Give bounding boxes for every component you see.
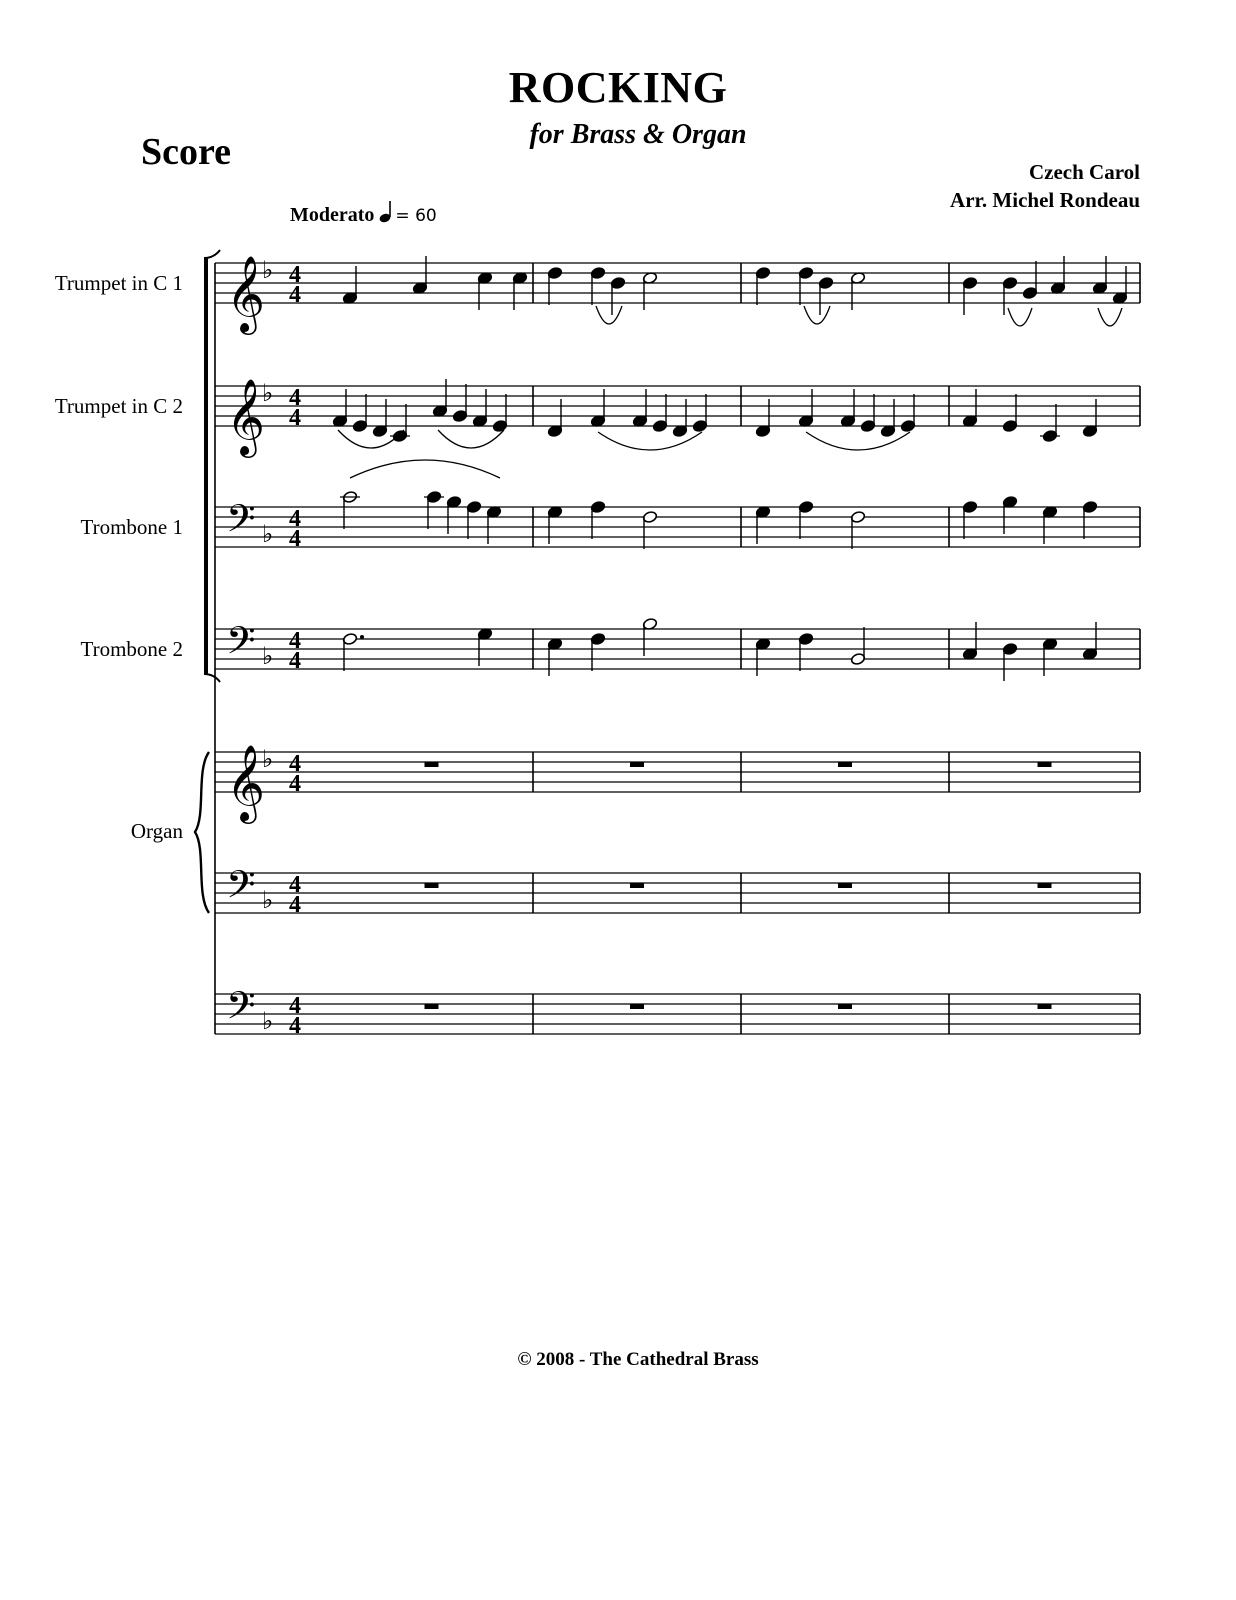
- note: [850, 627, 865, 666]
- note: [332, 389, 347, 428]
- whole-rest: [838, 1004, 852, 1009]
- note: [642, 271, 657, 310]
- flat-key-signature-icon: ♭: [262, 520, 274, 548]
- slur: [1008, 308, 1032, 326]
- whole-rest: [1038, 762, 1052, 767]
- staves: [195, 250, 1140, 1039]
- notes: [332, 256, 1127, 1009]
- slur: [350, 460, 500, 478]
- time-signature-numerator: 4: [289, 262, 301, 288]
- whole-rest: [630, 883, 644, 888]
- note: [900, 394, 915, 433]
- time-signature-numerator: 4: [289, 751, 301, 777]
- whole-rest: [425, 1004, 439, 1009]
- bracket-bottom-hook: [204, 674, 220, 682]
- note: [590, 389, 605, 428]
- organ-brace: [195, 752, 209, 913]
- note: [1002, 394, 1017, 433]
- whole-rest: [1038, 883, 1052, 888]
- note: [352, 394, 367, 433]
- note: [755, 637, 770, 676]
- note: [1082, 399, 1097, 438]
- instrument-label-trumpet-1: Trumpet in C 1: [54, 271, 183, 295]
- arranger-credit: Arr. Michel Rondeau: [950, 188, 1140, 212]
- flat-key-signature-icon: ♭: [262, 379, 274, 407]
- slur: [598, 432, 702, 450]
- note: [818, 276, 833, 315]
- note: [962, 276, 977, 315]
- note: [1082, 500, 1097, 539]
- time-signature-numerator: 4: [289, 993, 301, 1019]
- note: [632, 389, 647, 428]
- slur: [804, 306, 830, 324]
- note: [1042, 505, 1057, 544]
- treble-clef-icon: 𝄞: [226, 378, 266, 455]
- instrument-label-trumpet-2: Trumpet in C 2: [54, 394, 183, 418]
- note: [446, 495, 461, 534]
- note: [372, 399, 387, 438]
- note: [472, 389, 487, 428]
- time-signature-denominator: 4: [289, 648, 301, 674]
- note: [1042, 637, 1057, 676]
- staff-trombone-2: [215, 618, 1140, 674]
- note: [610, 276, 625, 315]
- slur: [1098, 308, 1122, 326]
- time-signature-denominator: 4: [289, 1013, 301, 1039]
- note: [412, 256, 427, 295]
- whole-rest: [630, 762, 644, 767]
- note: [590, 500, 605, 539]
- note: [798, 266, 813, 305]
- instrument-label-trombone-1: Trombone 1: [80, 515, 183, 539]
- time-signature-numerator: 4: [289, 872, 301, 898]
- note: [590, 632, 605, 671]
- flat-key-signature-icon: ♭: [262, 1007, 274, 1035]
- note: [1092, 256, 1107, 295]
- whole-rest: [630, 1004, 644, 1009]
- time-signature-numerator: 4: [289, 506, 301, 532]
- note: [466, 500, 481, 539]
- note: [962, 389, 977, 428]
- note: [1082, 622, 1097, 661]
- note: [1050, 256, 1065, 295]
- note: [1040, 404, 1060, 443]
- note: [590, 266, 605, 305]
- note: [547, 266, 562, 305]
- time-signature-denominator: 4: [289, 282, 301, 308]
- note: [755, 399, 770, 438]
- note: [755, 266, 770, 305]
- note: [477, 271, 492, 310]
- staff-organ-manual-1: [215, 744, 1140, 824]
- note: [547, 505, 562, 544]
- bracket-top-hook: [204, 250, 220, 258]
- note: [798, 632, 813, 671]
- instrument-label-trombone-2: Trombone 2: [80, 637, 183, 661]
- note: [642, 510, 657, 549]
- bass-clef-icon: 𝄢: [226, 618, 256, 672]
- note: [547, 637, 562, 676]
- treble-clef-icon: 𝄞: [226, 255, 266, 332]
- note: [424, 490, 444, 529]
- note: [755, 505, 770, 544]
- note: [880, 399, 895, 438]
- staff-organ-manual-2: [215, 862, 1140, 918]
- treble-clef-icon: 𝄞: [226, 744, 266, 821]
- composer-credit: Czech Carol: [1029, 160, 1140, 184]
- note: [452, 384, 467, 423]
- note: [850, 510, 865, 549]
- copyright-notice: © 2008 - The Cathedral Brass: [517, 1349, 759, 1370]
- staff-trombone-1: [215, 496, 1140, 552]
- dot: [360, 635, 364, 639]
- slur: [596, 306, 622, 324]
- tempo-text: Moderato: [290, 204, 375, 226]
- staff-trumpet-2: [215, 378, 1140, 458]
- bass-clef-icon: 𝄢: [226, 496, 256, 550]
- whole-rest: [838, 762, 852, 767]
- flat-key-signature-icon: ♭: [262, 886, 274, 914]
- flat-key-signature-icon: ♭: [262, 256, 274, 284]
- time-signature-denominator: 4: [289, 771, 301, 797]
- time-signature-numerator: 4: [289, 385, 301, 411]
- time-signature-denominator: 4: [289, 405, 301, 431]
- note: [1002, 495, 1017, 534]
- note: [798, 500, 813, 539]
- note: [486, 505, 501, 544]
- time-signature-denominator: 4: [289, 526, 301, 552]
- note: [1112, 266, 1127, 305]
- whole-rest: [425, 762, 439, 767]
- staff-organ-pedal: [215, 983, 1140, 1039]
- flat-key-signature-icon: ♭: [262, 642, 274, 670]
- note: [1002, 642, 1017, 681]
- note: [962, 500, 977, 539]
- score-subtitle: for Brass & Organ: [529, 119, 747, 150]
- note: [342, 632, 364, 671]
- note: [432, 379, 447, 418]
- note: [652, 394, 667, 433]
- bass-clef-icon: 𝄢: [226, 862, 256, 916]
- note: [672, 399, 687, 438]
- note: [850, 271, 865, 310]
- whole-rest: [1038, 1004, 1052, 1009]
- note: [840, 389, 855, 428]
- note: [860, 394, 875, 433]
- note: [547, 399, 562, 438]
- note: [492, 394, 507, 433]
- bass-clef-icon: 𝄢: [226, 983, 256, 1037]
- slur: [806, 432, 910, 450]
- slur: [438, 430, 504, 448]
- whole-rest: [425, 883, 439, 888]
- note: [798, 389, 813, 428]
- note: [340, 490, 360, 529]
- tempo-value: = 60: [395, 206, 437, 226]
- slur: [338, 430, 404, 448]
- brass-bracket: [204, 258, 208, 674]
- time-signature-numerator: 4: [289, 628, 301, 654]
- note: [512, 271, 527, 310]
- instrument-label-organ: Organ: [130, 819, 183, 843]
- note: [962, 622, 977, 661]
- time-signature-denominator: 4: [289, 892, 301, 918]
- note: [1022, 261, 1037, 300]
- whole-rest: [838, 883, 852, 888]
- score-title: ROCKING: [508, 63, 728, 112]
- note: [477, 627, 492, 666]
- score-label: Score: [141, 131, 232, 173]
- note: [390, 404, 410, 443]
- note: [1002, 276, 1017, 315]
- flat-key-signature-icon: ♭: [262, 745, 274, 773]
- note: [342, 266, 357, 305]
- note: [642, 617, 657, 656]
- note: [692, 394, 707, 433]
